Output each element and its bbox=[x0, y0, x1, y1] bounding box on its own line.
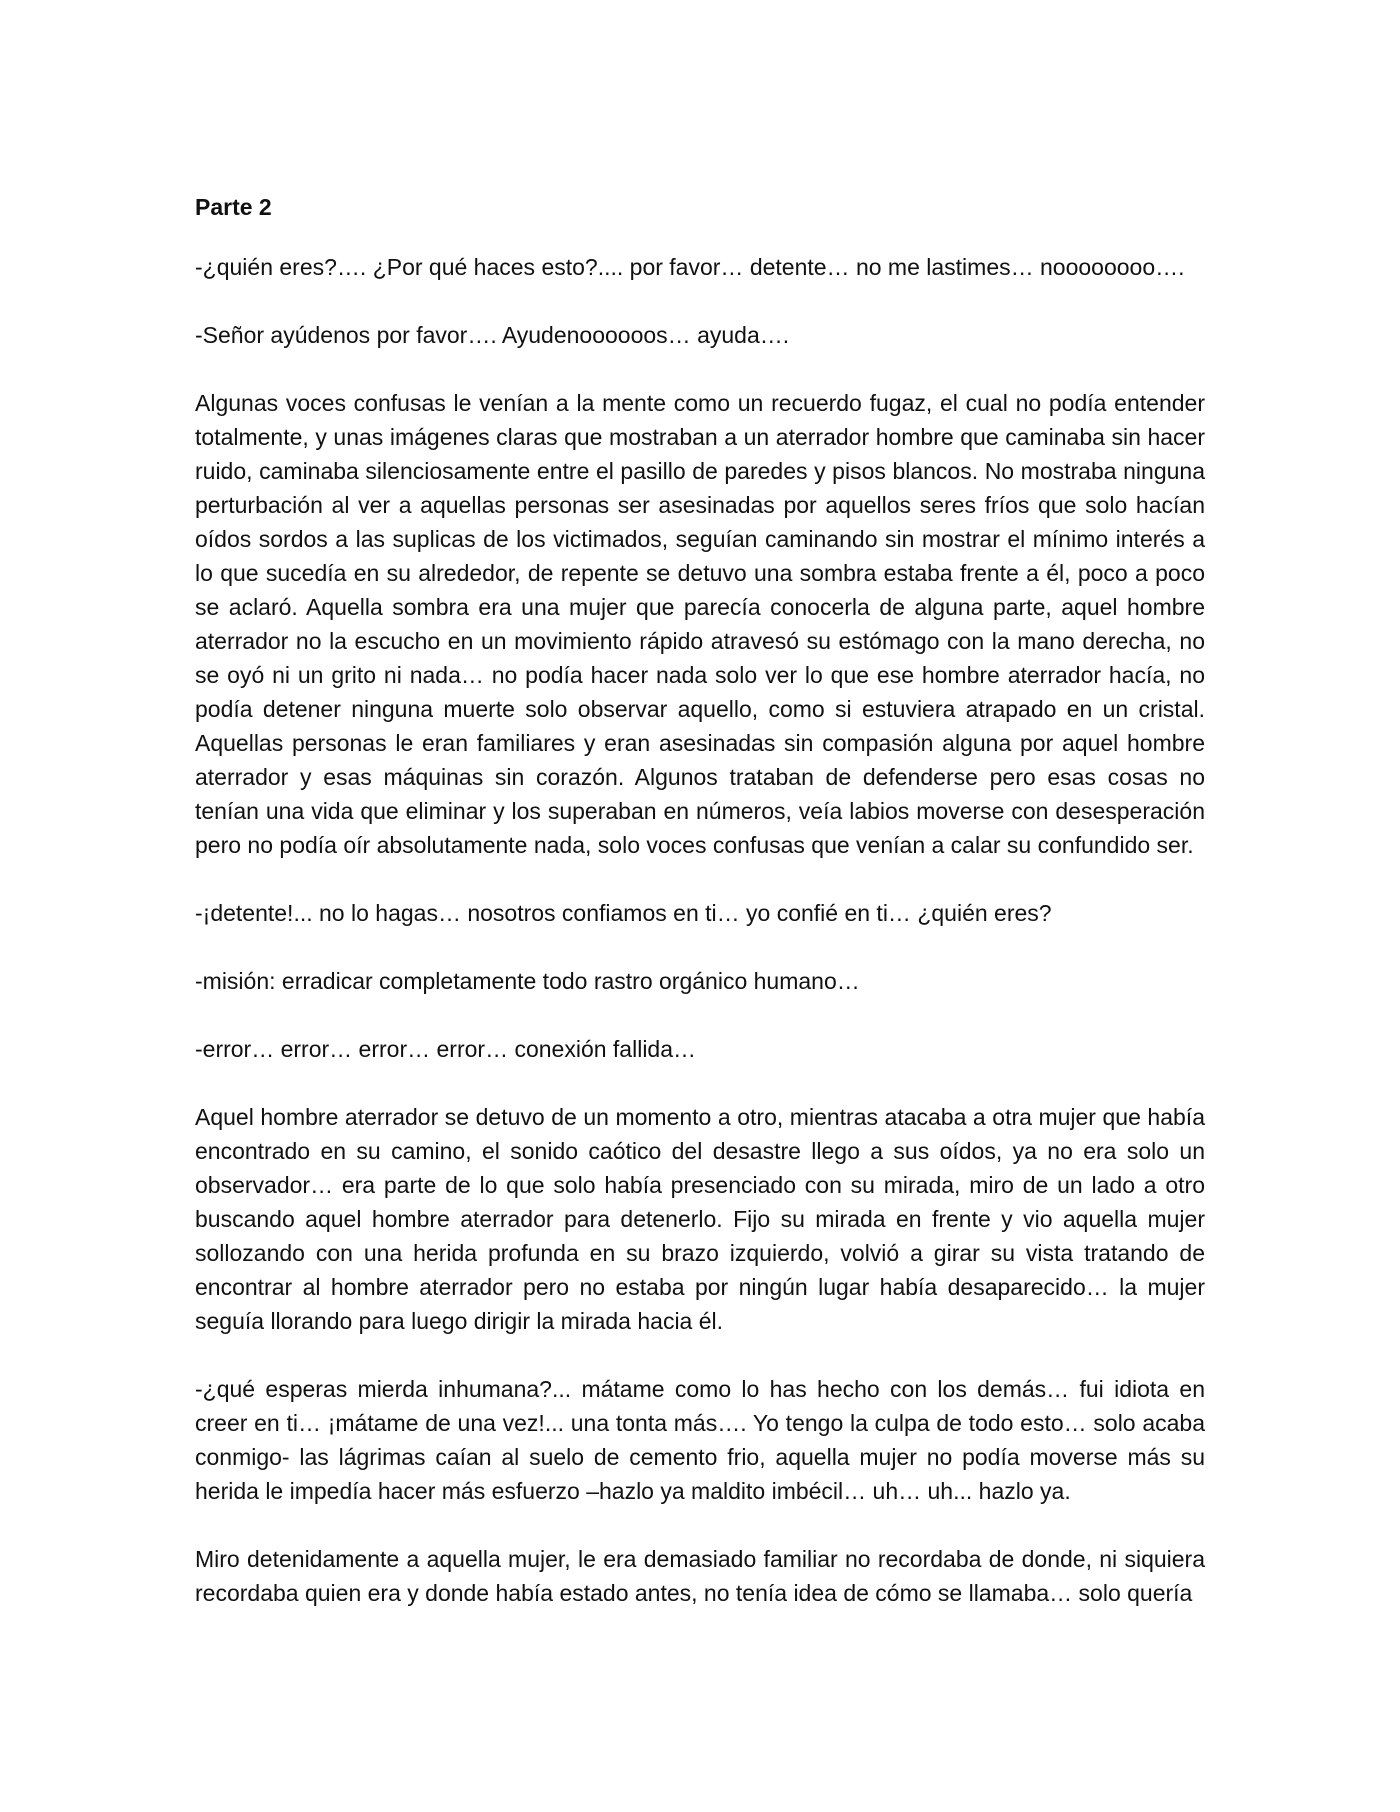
body-paragraph: Miro detenidamente a aquella mujer, le era demasiado familiar no recordaba de donde, ni siquiera recordaba quien era y donde había estado antes, no tenía idea de cómo se llamaba… solo quería bbox=[195, 1546, 1205, 1606]
dialogue-line: -misión: erradicar completamente todo rastro orgánico humano… bbox=[195, 968, 860, 994]
dialogue-line: -¿quién eres?…. ¿Por qué haces esto?.... por favor… detente… no me lastimes… noooooooo…. bbox=[195, 254, 1185, 280]
body-paragraph: -¿qué esperas mierda inhumana?... mátame como lo has hecho con los demás… fui idiota en creer en ti… ¡mátame de una vez!... una tonta más…. Yo tengo la culpa de todo esto… solo acaba conmigo- las lágrimas caían al suelo de cemento frio, aquella mujer no podía moverse más su herida le impedía hacer más esfuerzo –hazlo ya maldito imbécil… uh… uh... hazlo ya. bbox=[195, 1376, 1205, 1504]
document-page bbox=[195, 190, 1205, 1644]
dialogue-line: -error… error… error… error… conexión fallida… bbox=[195, 1036, 697, 1062]
body-paragraph: Algunas voces confusas le venían a la mente como un recuerdo fugaz, el cual no podía entender totalmente, y unas imágenes claras que mostraban a un aterrador hombre que caminaba sin hacer ruido, caminaba silenciosamente entre el pasillo de paredes y pisos blancos. No mostraba ninguna perturbación al ver a aquellas personas ser asesinadas por aquellos seres fríos que solo hacían oídos sordos a las suplicas de los victimados, seguían caminando sin mostrar el mínimo interés a lo que sucedía en su alrededor, de repente se detuvo una sombra estaba frente a él, poco a poco se aclaró. Aquella sombra era una mujer que parecía conocerla de alguna parte, aquel hombre aterrador no la escucho en un movimiento rápido atravesó su estómago con la mano derecha, no se oyó ni un grito ni nada… no podía hacer nada solo ver lo que ese hombre aterrador hacía, no podía detener ninguna muerte solo observar aquello, como si estuviera atrapado en un cristal. Aquellas personas le eran familiares y eran asesinadas sin compasión alguna por aquel hombre aterrador y esas máquinas sin corazón. Algunos trataban de defenderse pero esas cosas no tenían una vida que eliminar y los superaban en números, veía labios moverse con desesperación pero no podía oír absolutamente nada, solo voces confusas que venían a calar su confundido ser. bbox=[195, 390, 1205, 858]
section-heading: Parte 2 bbox=[195, 194, 272, 220]
body-paragraph: Aquel hombre aterrador se detuvo de un momento a otro, mientras atacaba a otra mujer que había encontrado en su camino, el sonido caótico del desastre llego a sus oídos, ya no era solo un observador… era parte de lo que solo había presenciado con su mirada, miro de un lado a otro buscando aquel hombre aterrador para detenerlo. Fijo su mirada en frente y vio aquella mujer sollozando con una herida profunda en su brazo izquierdo, volvió a girar su vista tratando de encontrar al hombre aterrador pero no estaba por ningún lugar había desaparecido… la mujer seguía llorando para luego dirigir la mirada hacia él. bbox=[195, 1104, 1205, 1334]
dialogue-line: -Señor ayúdenos por favor…. Ayudenoooooos… ayuda…. bbox=[195, 322, 790, 348]
dialogue-line: -¡detente!... no lo hagas… nosotros confiamos en ti… yo confié en ti… ¿quién eres? bbox=[195, 900, 1052, 926]
